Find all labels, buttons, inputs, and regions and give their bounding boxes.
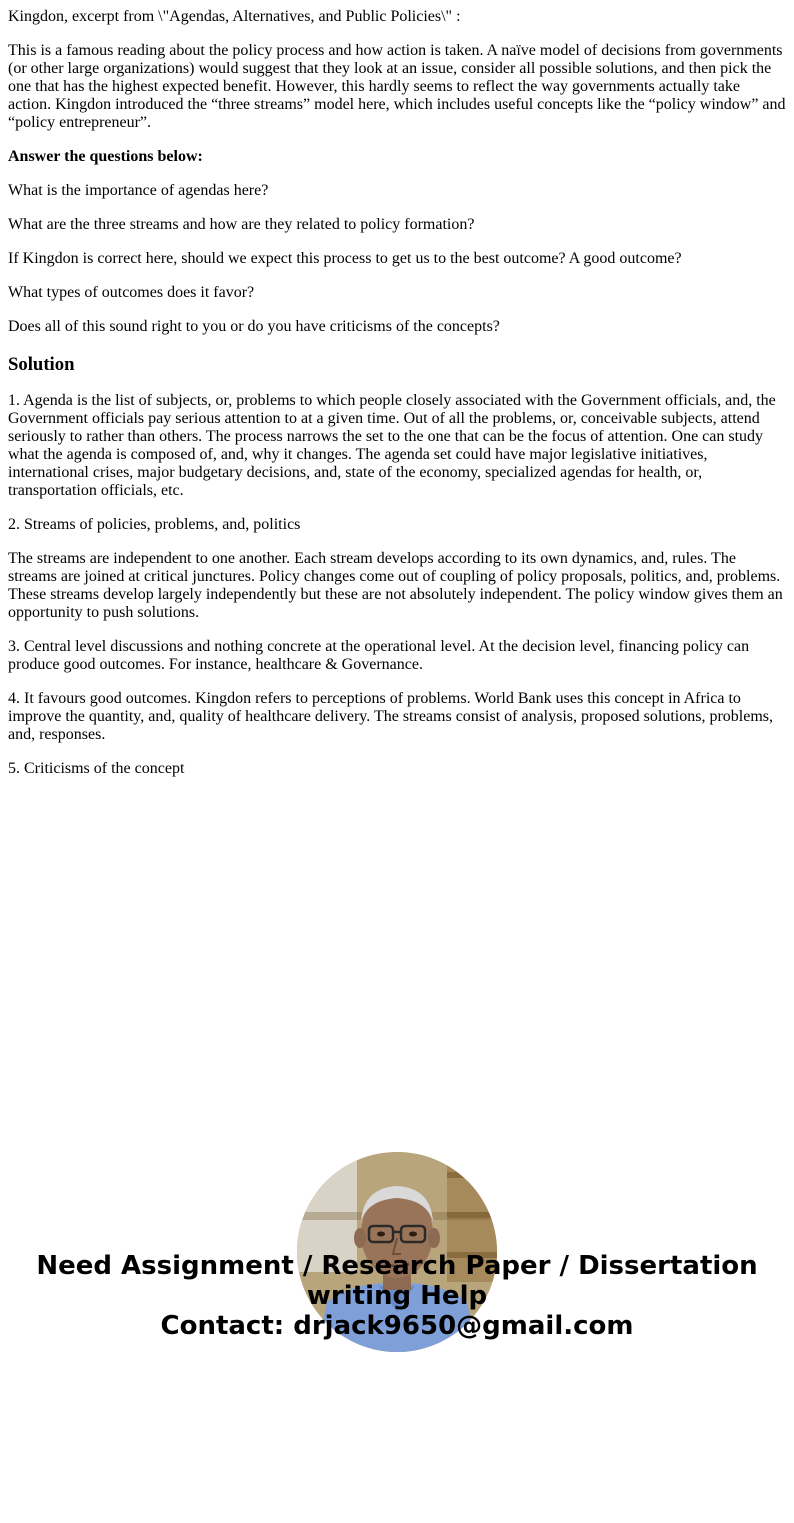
- answer-paragraph: 4. It favours good outcomes. Kingdon refers to perceptions of problems. World Bank uses this concept in Africa to improve the quantity, and, quality of healthcare delivery. The streams consist of analysis, proposed solutions, problems, and, responses.: [8, 690, 774, 743]
- promo-line-2: writing Help: [306, 1281, 488, 1311]
- promo-contact: Contact: drjack9650@gmail.com: [160, 1311, 634, 1341]
- question-item: What are the three streams and how are they related to policy formation?: [8, 216, 475, 233]
- answer-paragraph: 5. Criticisms of the concept: [8, 760, 185, 777]
- questions-heading: [8, 148, 786, 166]
- answer-paragraph: 3. Central level discussions and nothing concrete at the operational level. At the decision level, financing policy can produce good outcomes. For instance, healthcare & Governance.: [8, 638, 750, 673]
- document-title: Kingdon, excerpt from \"Agendas, Alternatives, and Public Policies\" :: [8, 8, 461, 25]
- promo-banner: [0, 1251, 794, 1341]
- solution-heading: Solution: [8, 354, 75, 375]
- answer-paragraph: 2. Streams of policies, problems, and, politics: [8, 516, 301, 533]
- answer-paragraph: 1. Agenda is the list of subjects, or, problems to which people closely associated with the Government officials, and, the Government officials pay serious attention to at a given time. Out of all the problems, or, conceivable subjects, attend seriously to rather than others. The process narrows the set to the one that can be the focus of attention. One can study what the agenda is composed of, and, why it changes. The agenda set could have major legislative initiatives, international crises, major budgetary decisions, and, state of the economy, specialized agendas for health, or, transportation officials, etc.: [8, 392, 776, 499]
- question-item: Does all of this sound right to you or do you have criticisms of the concepts?: [8, 318, 500, 335]
- intro-paragraph: This is a famous reading about the policy process and how action is taken. A naïve model of decisions from governments (or other large organizations) would suggest that they look at an issue, consider all possible solutions, and then pick the one that has the highest expected benefit. However, this hardly seems to reflect the way governments actually take action. Kingdon introduced the “three streams” model here, which includes useful concepts like the “policy window” and “policy entrepreneur”.: [8, 42, 786, 131]
- answer-paragraph: The streams are independent to one another. Each stream develops according to its own dynamics, and, rules. The streams are joined at critical junctures. Policy changes come out of coupling of policy proposals, politics, and, problems. These streams develop largely independently but these are not absolutely independent. The policy window gives them an opportunity to push solutions.: [8, 550, 783, 621]
- promo-line-1: Need Assignment / Research Paper / Dissertation: [36, 1251, 758, 1281]
- question-item: If Kingdon is correct here, should we expect this process to get us to the best outcome? A good outcome?: [8, 250, 682, 267]
- questions-heading-text: Answer the questions below:: [8, 148, 203, 165]
- question-item: What types of outcomes does it favor?: [8, 284, 255, 301]
- question-item: What is the importance of agendas here?: [8, 182, 269, 199]
